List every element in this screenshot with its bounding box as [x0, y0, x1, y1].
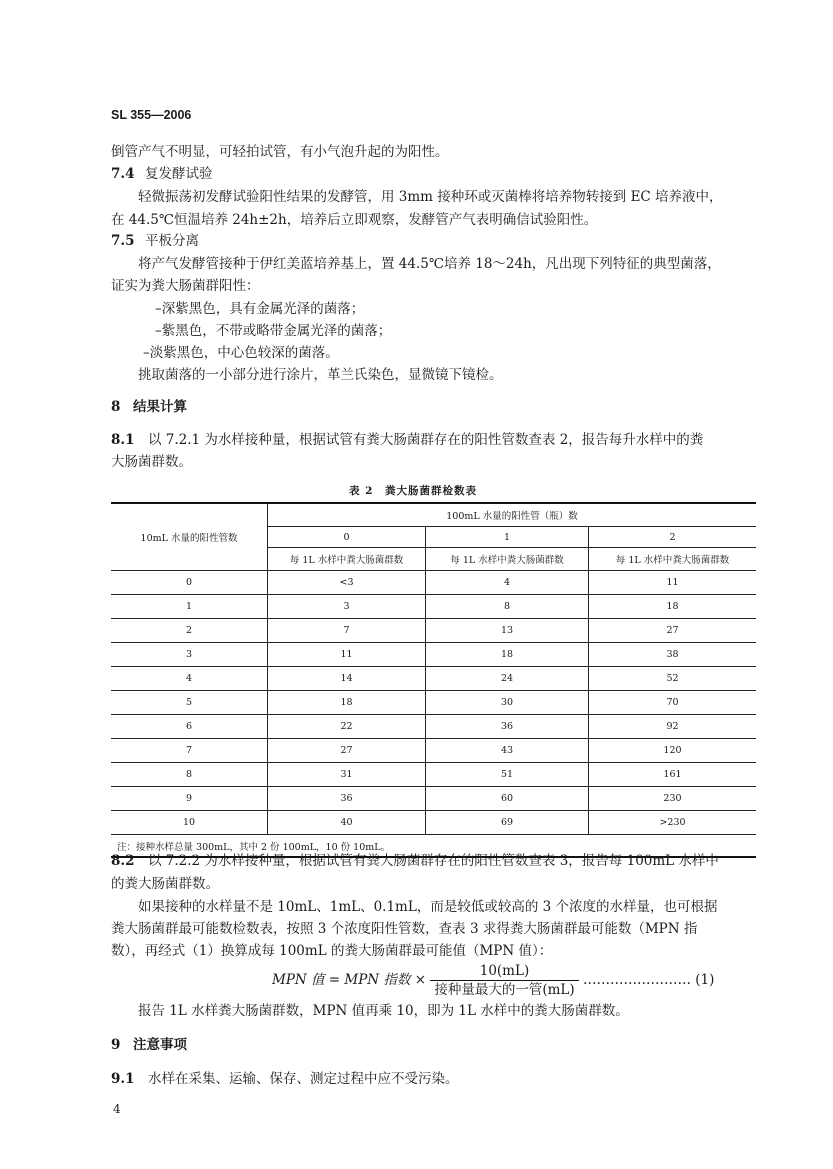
- formula-numerator: 10(mL): [430, 962, 578, 981]
- table-cell: 2: [111, 619, 268, 643]
- table-cell: 161: [589, 763, 757, 787]
- table-cell: 5: [111, 691, 268, 715]
- table-cell: 24: [426, 667, 589, 691]
- table-cell: 27: [268, 739, 426, 763]
- table-cell: 18: [426, 643, 589, 667]
- section-number: 9: [111, 1037, 121, 1053]
- table-cell: 10: [111, 811, 268, 835]
- paragraph-line: 在 44.5℃恒温培养 24h±2h，培养后立即观察，发酵管产气表明确信试验阳性。: [111, 212, 598, 228]
- table-cell: 60: [426, 787, 589, 811]
- table-cell: 14: [268, 667, 426, 691]
- table-cell: 92: [589, 715, 757, 739]
- row-header: 10mL 水量的阳性管数: [111, 503, 268, 571]
- section-number: 9.1: [111, 1071, 135, 1087]
- table-cell: 0: [111, 571, 268, 595]
- table-cell: >230: [589, 811, 757, 835]
- table-cell: 51: [426, 763, 589, 787]
- paragraph-line: 粪大肠菌群最可能数检数表，按照 3 个浓度阳性管数，查表 3 求得粪大肠菌群最可能数（MPN 指: [111, 921, 698, 937]
- table-row: [111, 715, 756, 739]
- document-code: SL 355—2006: [111, 108, 192, 122]
- formula-fraction: [430, 962, 578, 999]
- table-cell: 4: [111, 667, 268, 691]
- table-row: [111, 667, 756, 691]
- paragraph-line: 证实为粪大肠菌群阳性：: [111, 278, 260, 294]
- table-cell: 3: [268, 595, 426, 619]
- paragraph-line: 轻微振荡初发酵试验阳性结果的发酵管，用 3mm 接种环或灭菌棒将培养物转接到 EC 培养液中，: [138, 189, 723, 205]
- table-row: [111, 763, 756, 787]
- table-row: [111, 811, 756, 835]
- paragraph-line: 的粪大肠菌群数。: [111, 876, 219, 892]
- section-title: 平板分离: [145, 233, 199, 249]
- formula-denominator: 接种量最大的一管(mL): [434, 982, 575, 998]
- paragraph-line: 大肠菌群数。: [111, 454, 192, 470]
- table-cell: 40: [268, 811, 426, 835]
- subcolumn-header: 每 1L 水样中粪大肠菌群数: [268, 548, 426, 571]
- table-cell: 6: [111, 715, 268, 739]
- paragraph-line: 以 7.2.1 为水样接种量，根据试管有粪大肠菌群存在的阳性管数查表 2，报告每升水样中的粪: [148, 432, 704, 448]
- table-cell: 120: [589, 739, 757, 763]
- section-number: 7.4: [111, 166, 135, 182]
- table-cell: 8: [111, 763, 268, 787]
- table-cell: 22: [268, 715, 426, 739]
- section-number: 8.1: [111, 432, 135, 448]
- table-cell: 230: [589, 787, 757, 811]
- table-row: [111, 739, 756, 763]
- section-title: 结果计算: [133, 399, 187, 415]
- table-caption: 表 2 粪大肠菌群检数表: [349, 485, 477, 497]
- table-row: [111, 787, 756, 811]
- paragraph-line: 将产气发酵管接种于伊红美蓝培养基上，置 44.5℃培养 18～24h，凡出现下列特征的典型菌落，: [138, 256, 721, 272]
- section-title: 复发酵试验: [145, 166, 213, 182]
- table-cell: 4: [426, 571, 589, 595]
- table-cell: 43: [426, 739, 589, 763]
- paragraph-line: 倒管产气不明显，可轻拍试管，有小气泡升起的为阳性。: [111, 144, 449, 160]
- paragraph-line: 挑取菌落的一小部分进行涂片，革兰氏染色，显微镜下镜检。: [138, 367, 503, 383]
- paragraph-line: 如果接种的水样量不是 10mL、1mL、0.1mL，而是较低或较高的 3 个浓度的水样量，也可根据: [138, 899, 718, 915]
- section-number: 7.5: [111, 233, 135, 249]
- table-row: [111, 619, 756, 643]
- page-number: 4: [113, 1102, 121, 1116]
- formula-leader: ……………………: [582, 972, 691, 988]
- table-cell: 7: [268, 619, 426, 643]
- table-cell: 11: [589, 571, 757, 595]
- table-cell: 27: [589, 619, 757, 643]
- table-cell: 36: [426, 715, 589, 739]
- group-header: 100mL 水量的阳性管（瓶）数: [268, 503, 757, 527]
- paragraph-line: 报告 1L 水样粪大肠菌群数，MPN 值再乘 10，即为 1L 水样中的粪大肠菌群数。: [138, 1003, 629, 1019]
- table-cell: 3: [111, 643, 268, 667]
- table-cell: 7: [111, 739, 268, 763]
- table-cell: 9: [111, 787, 268, 811]
- list-item: –淡紫黑色，中心色较深的菌落。: [143, 345, 339, 361]
- table-cell: 36: [268, 787, 426, 811]
- table-row: [111, 643, 756, 667]
- data-table: [111, 502, 756, 858]
- table-cell: <3: [268, 571, 426, 595]
- table-cell: 18: [589, 595, 757, 619]
- table-cell: 13: [426, 619, 589, 643]
- formula-number: (1): [695, 972, 715, 988]
- table-body: [111, 571, 756, 835]
- table-note: 注：接种水样总量 300mL，其中 2 份 100mL，10 份 10mL。: [111, 835, 756, 858]
- table-cell: 1: [111, 595, 268, 619]
- table-cell: 38: [589, 643, 757, 667]
- formula: [272, 962, 714, 999]
- table-row: [111, 691, 756, 715]
- table-cell: 31: [268, 763, 426, 787]
- table-cell: 8: [426, 595, 589, 619]
- list-item: –紫黑色，不带或略带金属光泽的菌落；: [155, 323, 392, 339]
- subcolumn-header: 每 1L 水样中粪大肠菌群数: [589, 548, 757, 571]
- column-header: 0: [268, 527, 426, 548]
- subcolumn-header: 每 1L 水样中粪大肠菌群数: [426, 548, 589, 571]
- table-row: [111, 595, 756, 619]
- table-cell: 30: [426, 691, 589, 715]
- table-cell: 11: [268, 643, 426, 667]
- section-title: 注意事项: [133, 1037, 187, 1053]
- table-cell: 69: [426, 811, 589, 835]
- paragraph-line: 水样在采集、运输、保存、测定过程中应不受污染。: [148, 1071, 459, 1087]
- paragraph-line: 以 7.2.2 为水样接种量，根据试管有粪大肠菌群存在的阳性管数查表 3，报告每 100mL 水样中: [148, 853, 719, 869]
- section-number: 8.2: [111, 853, 135, 869]
- section-number: 8: [111, 399, 121, 415]
- table-cell: 18: [268, 691, 426, 715]
- formula-left: MPN 值 = MPN 指数 ×: [272, 972, 427, 988]
- paragraph-line: 数），再经式（1）换算成每 100mL 的粪大肠菌群最可能值（MPN 值）：: [111, 943, 553, 959]
- table-cell: 52: [589, 667, 757, 691]
- table-row: [111, 571, 756, 595]
- list-item: –深紫黑色，具有金属光泽的菌落；: [155, 301, 365, 317]
- column-header: 2: [589, 527, 757, 548]
- table-cell: 70: [589, 691, 757, 715]
- column-header: 1: [426, 527, 589, 548]
